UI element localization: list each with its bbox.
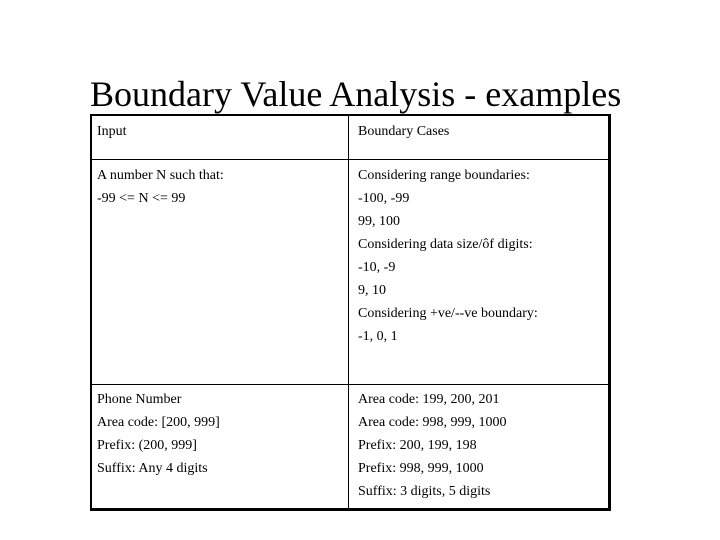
header-boundary-cases-label: Boundary Cases bbox=[358, 124, 450, 139]
header-input bbox=[97, 120, 127, 143]
row-2-input-cell bbox=[97, 388, 220, 480]
row-1-case-line: 99, 100 bbox=[358, 214, 400, 229]
column-divider bbox=[348, 116, 349, 508]
row-1-input-cell bbox=[97, 164, 224, 210]
row-1-input-line: -99 <= N <= 99 bbox=[97, 191, 186, 206]
row-2-input-line: Prefix: (200, 999] bbox=[97, 438, 197, 453]
row-1-case-line: -10, -9 bbox=[358, 260, 396, 275]
row-2-case-line: Area code: 998, 999, 1000 bbox=[358, 415, 507, 430]
row-2-input-line: Area code: [200, 999] bbox=[97, 415, 220, 430]
header-row-divider bbox=[92, 159, 608, 160]
row-2-case-line: Suffix: 3 digits, 5 digits bbox=[358, 484, 491, 499]
row-1-case-line: 9, 10 bbox=[358, 283, 386, 298]
row-2-case-line: Area code: 199, 200, 201 bbox=[358, 392, 500, 407]
row-2-case-line: Prefix: 998, 999, 1000 bbox=[358, 461, 484, 476]
row-divider bbox=[92, 384, 608, 385]
row-1-case-line: Considering data size/ôf digits: bbox=[358, 237, 533, 252]
row-1-input-line: A number N such that: bbox=[97, 168, 224, 183]
header-boundary-cases bbox=[358, 120, 449, 143]
header-input-label: Input bbox=[97, 124, 127, 139]
row-2-case-line: Prefix: 200, 199, 198 bbox=[358, 438, 477, 453]
row-2-input-line: Suffix: Any 4 digits bbox=[97, 461, 208, 476]
row-1-case-line: Considering range boundaries: bbox=[358, 168, 530, 183]
slide-title: Boundary Value Analysis - examples bbox=[90, 74, 622, 114]
boundary-table bbox=[90, 114, 611, 511]
row-1-cases-cell bbox=[358, 164, 538, 348]
row-2-input-line: Phone Number bbox=[97, 392, 182, 407]
row-1-case-line: -1, 0, 1 bbox=[358, 329, 398, 344]
row-1-case-line: Considering +ve/--ve boundary: bbox=[358, 306, 538, 321]
row-2-cases-cell bbox=[358, 388, 507, 503]
row-1-case-line: -100, -99 bbox=[358, 191, 410, 206]
